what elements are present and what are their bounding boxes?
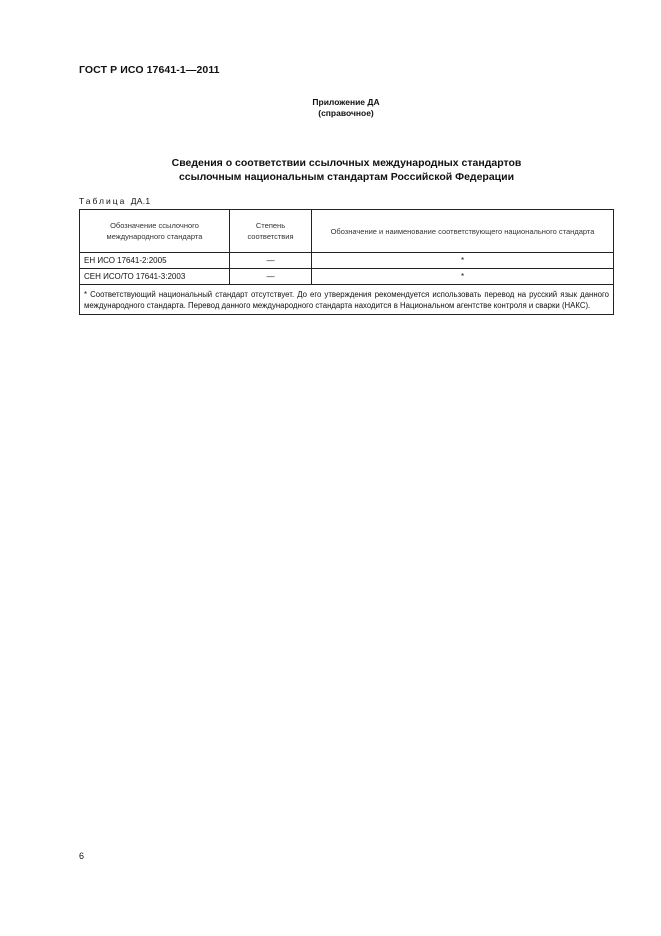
cell-standard: ЕН ИСО 17641-2:2005: [80, 253, 230, 269]
table-footnote: * Соответствующий национальный стандарт отсутствует. До его утверждения рекомендуется использовать перевод на русский язык данного международного стандарта. Перевод данного международного стандарта находится в Национальном агентстве контроля и сварки (НАКС).: [80, 285, 614, 315]
table-row: [80, 253, 614, 269]
document-header: ГОСТ Р ИСО 17641-1—2011: [79, 64, 220, 76]
cell-degree: —: [230, 253, 312, 269]
table-header-row: [80, 210, 614, 253]
section-title-line1: Сведения о соответствии ссылочных международных стандартов: [171, 157, 522, 169]
annex-heading: [0, 97, 661, 119]
cell-degree: —: [230, 269, 312, 285]
table-caption-number: ДА.1: [130, 196, 151, 206]
table-caption: [79, 196, 150, 206]
reference-standards-table: [79, 209, 614, 315]
table-row: [80, 269, 614, 285]
cell-national: *: [312, 269, 614, 285]
header-international-standard: Обозначение ссылочного международного стандарта: [80, 210, 230, 253]
cell-national: *: [312, 253, 614, 269]
annex-status: (справочное): [318, 108, 374, 118]
header-national-standard: Обозначение и наименование соответствующего национального стандарта: [312, 210, 614, 253]
annex-title: Приложение ДА: [312, 97, 380, 107]
cell-standard: СЕН ИСО/ТО 17641-3:2003: [80, 269, 230, 285]
section-title-line2: ссылочным национальным стандартам Российской Федерации: [178, 171, 515, 183]
page-number: 6: [79, 851, 85, 861]
section-title: [79, 156, 614, 184]
header-degree-of-conformity: Степень соответствия: [230, 210, 312, 253]
table-caption-label: Таблица: [79, 196, 127, 206]
table-footnote-row: [80, 285, 614, 315]
